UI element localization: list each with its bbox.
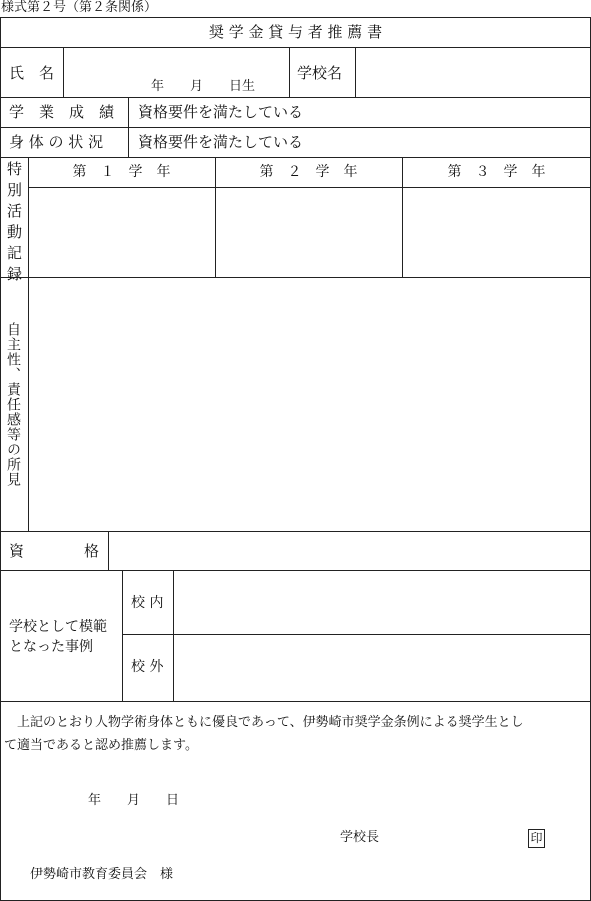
physical-condition-label: 身 体 の 状 況: [9, 133, 104, 151]
form-title: 奨 学 金 貸 与 者 推 薦 書: [208, 23, 383, 41]
date-line: 年 月 日: [88, 793, 180, 808]
col-divider: [289, 47, 290, 97]
form-number: 様式第２号（第２条関係）: [1, 0, 158, 15]
inside-school-field[interactable]: [174, 571, 591, 634]
col-divider: [128, 97, 129, 157]
row-divider: [0, 127, 591, 128]
addressee: 伊勢崎市教育委員会 様: [30, 867, 174, 882]
recommendation-text-line1: 上記のとおり人物学術身体ともに優良であって、伊勢崎市奨学金条例による奨学生とし: [17, 715, 524, 730]
autonomy-field[interactable]: [29, 278, 591, 531]
physical-condition-value: 資格要件を満たしている: [138, 133, 304, 151]
outside-school-label: 校 外: [131, 659, 164, 675]
model-case-label-line2: となった事例: [9, 639, 93, 655]
model-case-label-line1: 学校として模範: [9, 619, 107, 635]
col-divider: [122, 570, 123, 701]
school-name-label: 学校名: [297, 64, 343, 82]
principal-label: 学校長: [340, 830, 380, 845]
grade-header-3: 第 ３ 学 年: [447, 164, 546, 180]
inside-school-label: 校 内: [131, 595, 164, 611]
outside-school-field[interactable]: [174, 635, 591, 701]
grade-header-2: 第 ２ 学 年: [259, 164, 358, 180]
seal-mark: 印: [528, 829, 545, 848]
special-activities-label: 特別活動記録: [5, 161, 23, 287]
grade-header-1: 第 １ 学 年: [72, 164, 171, 180]
row-divider: [0, 157, 591, 158]
school-name-field[interactable]: [356, 48, 591, 97]
grade-3-activity-field[interactable]: [403, 188, 591, 277]
autonomy-label: 自主性、責任感等の所見: [5, 322, 21, 487]
row-divider: [0, 701, 591, 702]
recommendation-text-line2: て適当であると認め推薦します。: [4, 738, 198, 753]
grade-1-activity-field[interactable]: [29, 188, 215, 277]
birth-date-suffix: 年 月 日生: [151, 79, 256, 94]
name-label: 氏 名: [9, 64, 55, 82]
qualification-label: 資 格: [9, 542, 100, 560]
qualification-field[interactable]: [109, 532, 591, 570]
grade-2-activity-field[interactable]: [216, 188, 402, 277]
academic-record-value: 資格要件を満たしている: [138, 103, 304, 121]
academic-record-label: 学 業 成 績: [9, 103, 115, 121]
row-divider: [0, 97, 591, 98]
